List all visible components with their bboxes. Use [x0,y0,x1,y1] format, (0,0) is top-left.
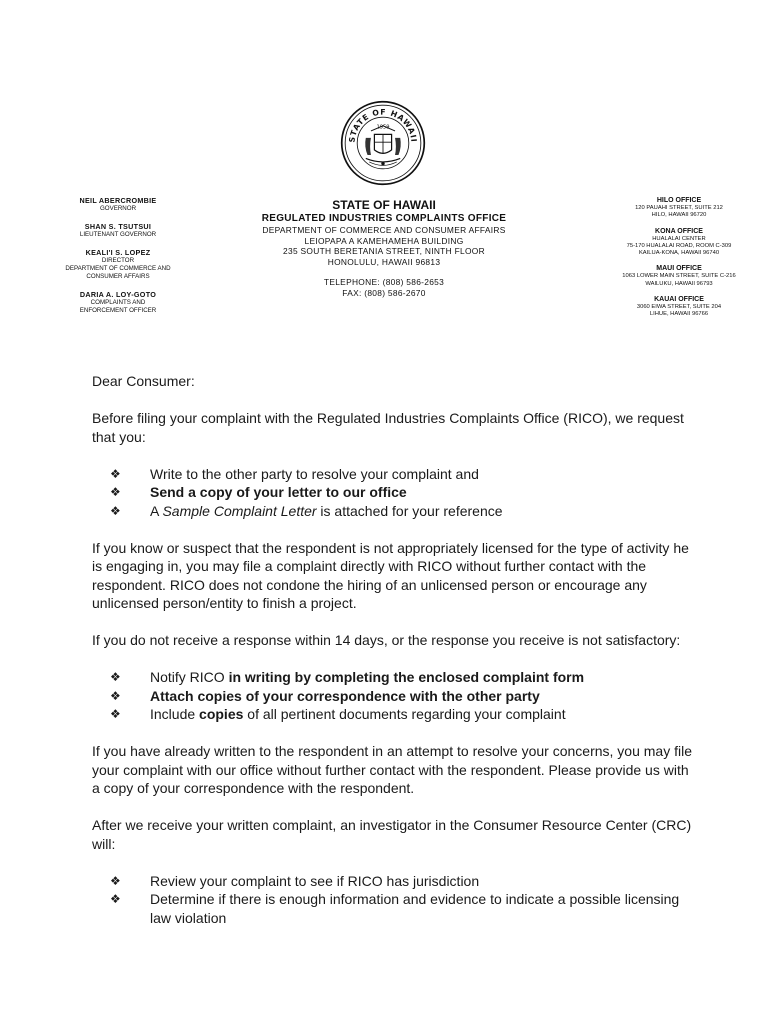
list-item [92,465,692,484]
list-item-text: Determine if there is enough information and evidence to indicate a possible licensing law violation [150,891,680,926]
diamond-bullet-icon: ❖ [110,707,121,721]
after-receive-paragraph: After we receive your written complaint, an investigator in the Consumer Resource Center (CRC) will: [92,817,692,852]
list-item [92,872,692,891]
office-kona [596,227,762,258]
diamond-bullet-icon: ❖ [110,670,121,684]
diamond-bullet-icon: ❖ [110,503,121,518]
list-item-text: of all pertinent documents regarding your complaint [243,706,566,722]
office-address: 3060 EIWA STREET, SUITE 204 [636,304,722,311]
office-address: HUALALAI CENTER [652,235,706,242]
sample-letter-ref: Sample Complaint Letter [162,502,317,519]
office-title: REGULATED INDUSTRIES COMPLAINTS OFFICE [261,213,507,224]
building-line: LEIOPAPA A KAMEHAMEHA BUILDING [304,235,464,246]
diamond-bullet-icon: ❖ [110,466,121,481]
list-item-text: Notify RICO [150,669,229,685]
official-title: COMPLAINTS AND [90,299,146,306]
list-item [92,705,692,724]
list-item-text: Write to the other party to resolve your complaint and [150,465,479,482]
diamond-bullet-icon: ❖ [110,485,121,499]
request-list [92,465,692,521]
license-paragraph: If you know or suspect that the respondent is not appropriately licensed for the type of activity he is engaging in, you may file a complaint directly with RICO without further contact with the respondent. RICO does not condone the hiring of an unlicensed person or encourage any unlicensed person/entity to finish a project. [92,539,689,611]
office-address: LIHUE, HAWAII 96766 [649,311,709,318]
official-name: NEIL ABERCROMBIE [79,196,157,205]
state-title: STATE OF HAWAII [332,198,436,212]
list-item-text: Send a copy of your letter to our office [150,484,407,500]
list-item [92,890,692,927]
officials-column [40,196,196,324]
list-item [92,502,692,521]
already-written-paragraph: If you have already written to the respondent in an attempt to resolve your concerns, you may file your complaint with our office without further contact with the respondent. Please provide us with a copy of your correspondence with the respondent. [92,743,692,796]
action-list [92,668,692,724]
office-hilo [596,196,762,220]
investigator-list [92,872,692,928]
state-seal-icon [340,100,426,186]
diamond-bullet-icon: ❖ [110,873,121,888]
telephone-line: TELEPHONE: (808) 586-2653 [323,277,445,287]
offices-column [596,196,762,326]
official-title: DEPARTMENT OF COMMERCE AND [65,265,171,272]
office-address: 75-170 HUALALAI ROAD, ROOM C-309 [626,242,732,249]
city-line: HONOLULU, HAWAII 96813 [327,256,441,267]
department-line: DEPARTMENT OF COMMERCE AND CONSUMER AFFAIRS [262,225,506,235]
official-title: GOVERNOR [99,205,137,212]
office-address: WAILUKU, HAWAII 96793 [645,280,713,287]
official-name: DARIA A. LOY-GOTO [79,290,157,299]
office-name: HILO OFFICE [656,197,702,204]
list-item-text: in writing by completing the enclosed complaint form [228,669,585,685]
list-item-text: Review your complaint to see if RICO has jurisdiction [150,872,480,889]
office-kauai [596,295,762,319]
official-lt-governor [40,222,196,239]
list-item-text: A [150,502,163,519]
official-title: DIRECTOR [101,257,135,264]
office-address: 1063 LOWER MAIN STREET, SUITE C-216 [622,273,736,280]
official-title: ENFORCEMENT OFFICER [79,307,157,314]
office-name: KAUAI OFFICE [654,296,704,304]
list-item-text: copies [199,706,244,722]
official-enforcement [40,290,196,315]
seal-text: STATE OF HAWAII [347,107,419,144]
letter-body [92,372,692,946]
salutation: Dear Consumer: [92,373,195,389]
letterhead [218,198,550,298]
seal-year: 1959 [376,124,390,131]
office-name: KONA OFFICE [655,227,703,235]
list-item [92,687,692,706]
list-item-text: Include [150,706,200,722]
office-address: 120 PAUAHI STREET, SUITE 212 [635,205,723,211]
street-line: 235 SOUTH BERETANIA STREET, NINTH FLOOR [283,246,485,256]
diamond-bullet-icon: ❖ [110,892,121,906]
fax-line: FAX: (808) 586-2670 [342,287,426,298]
list-item [92,668,692,687]
list-item-text: Attach copies of your correspondence with the other party [150,687,540,704]
list-item-text: is attached for your reference [316,502,503,519]
office-address: HILO, HAWAII 96720 [651,212,707,219]
official-title: LIEUTENANT GOVERNOR [79,231,157,238]
official-governor [40,196,196,213]
intro-paragraph: Before filing your complaint with the Regulated Industries Complaints Office (RICO), we request that you: [92,410,684,445]
official-title: CONSUMER AFFAIRS [86,273,150,280]
office-address: KAILUA-KONA, HAWAII 96740 [638,250,720,257]
list-item [92,483,692,502]
diamond-bullet-icon: ❖ [110,688,121,703]
official-name: KEALI'I S. LOPEZ [85,248,151,257]
office-name: MAUI OFFICE [656,265,702,273]
official-director [40,248,196,281]
office-maui [596,264,762,288]
no-response-paragraph: If you do not receive a response within 14 days, or the response you receive is not satisfactory: [92,632,681,648]
official-name: SHAN S. TSUTSUI [84,222,152,231]
